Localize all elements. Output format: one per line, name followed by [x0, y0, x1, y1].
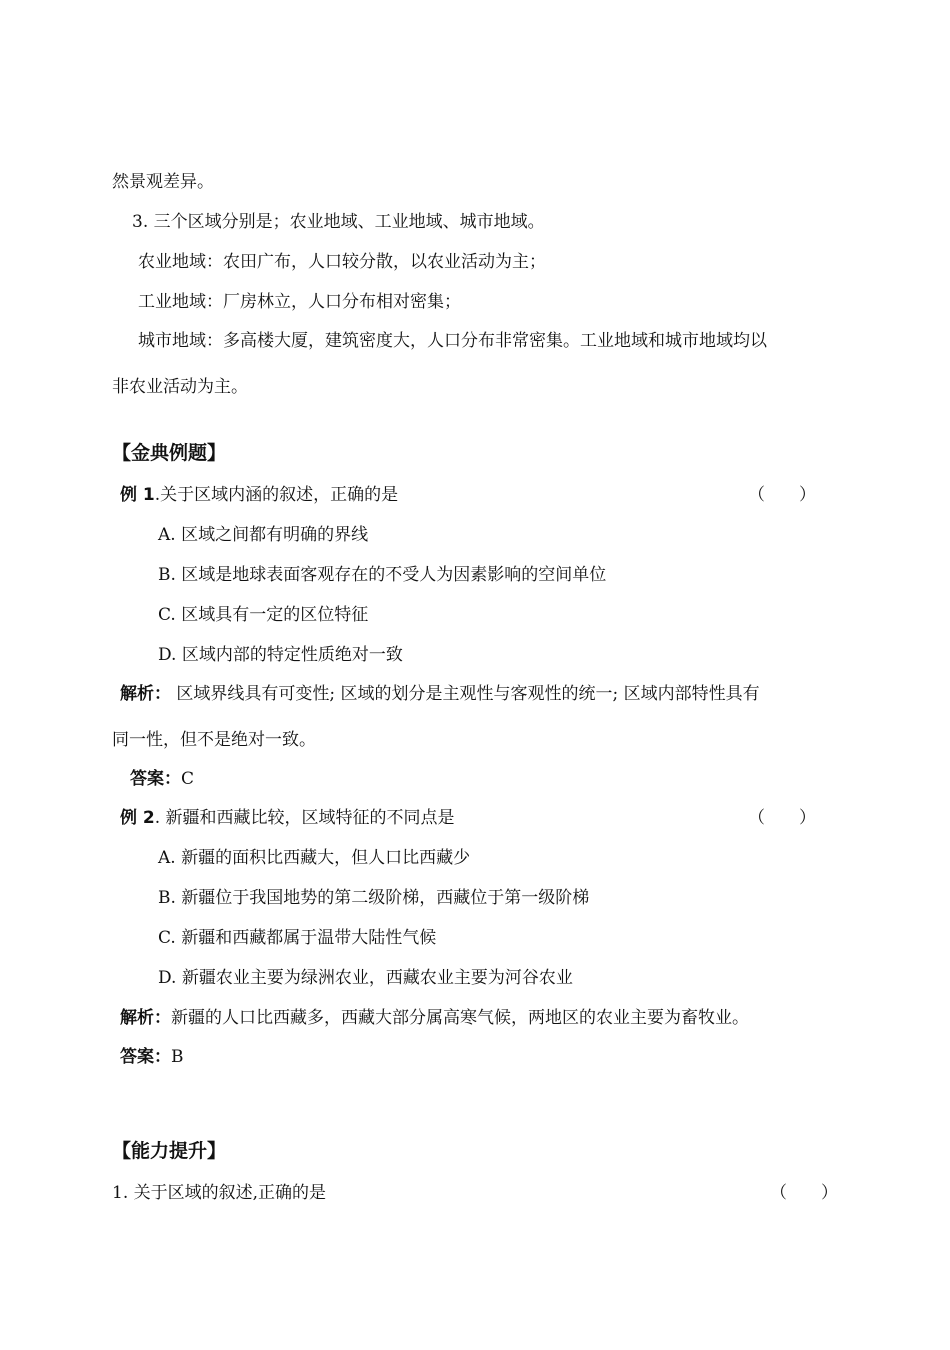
example-2-option-c: C. 新疆和西藏都属于温带大陆性气候 [158, 928, 437, 948]
example-1-analysis-line-2: 同一性，但不是绝对一致。 [112, 730, 316, 750]
example-1-answer-blank: （ ） [748, 485, 816, 505]
example-1-option-c: C. 区域具有一定的区位特征 [158, 605, 369, 625]
intro-line-5: 城市地域：多高楼大厦，建筑密度大，人口分布非常密集。工业地域和城市地域均以 [138, 331, 767, 351]
example-1-option-a: A. 区域之间都有明确的界线 [158, 525, 369, 545]
example-1-analysis-text: 区域界线具有可变性; 区域的划分是主观性与客观性的统一; 区域内部特性具有 [171, 684, 760, 704]
example-2-option-b: B. 新疆位于我国地势的第二级阶梯，西藏位于第一级阶梯 [158, 888, 590, 908]
example-1-answer-label: 答案： [130, 769, 181, 789]
example-1-analysis-label: 解析： [120, 684, 171, 704]
example-1-option-d: D. 区域内部的特定性质绝对一致 [158, 645, 403, 665]
section-title-ability: 【能力提升】 [112, 1140, 227, 1162]
example-2-answer-label: 答案： [120, 1047, 171, 1067]
example-2-text: . 新疆和西藏比较，区域特征的不同点是 [154, 808, 455, 828]
example-2-analysis [120, 1006, 749, 1030]
question-1-text: 1. 关于区域的叙述,正确的是 [112, 1183, 327, 1203]
example-2-analysis-text: 新疆的人口比西藏多，西藏大部分属高寒气候，两地区的农业主要为畜牧业。 [171, 1008, 749, 1028]
example-1-option-b: B. 区域是地球表面客观存在的不受人为因素影响的空间单位 [158, 565, 607, 585]
example-2-answer-value: B [171, 1047, 184, 1067]
example-2-analysis-label: 解析： [120, 1008, 171, 1028]
intro-line-2: 3. 三个区域分别是；农业地域、工业地域、城市地域。 [132, 212, 545, 232]
intro-line-3: 农业地域：农田广布，人口较分散，以农业活动为主； [138, 252, 546, 272]
intro-line-4: 工业地域：厂房林立，人口分布相对密集； [138, 292, 461, 312]
intro-line-6: 非农业活动为主。 [112, 377, 248, 397]
intro-line-1: 然景观差异。 [112, 172, 214, 192]
example-2-option-d: D. 新疆农业主要为绿洲农业，西藏农业主要为河谷农业 [158, 968, 573, 988]
example-1-label: 例 1 [120, 485, 155, 505]
example-1-answer-value: C [181, 769, 195, 789]
example-2-option-a: A. 新疆的面积比西藏大，但人口比西藏少 [158, 848, 471, 868]
example-1-text: .关于区域内涵的叙述，正确的是 [154, 485, 399, 505]
example-1-question [120, 483, 398, 507]
example-2-answer [120, 1045, 184, 1069]
example-1-answer [130, 767, 194, 791]
question-1-answer-blank: （ ） [770, 1183, 838, 1203]
section-title-examples: 【金典例题】 [112, 442, 227, 464]
example-1-analysis [120, 682, 760, 706]
example-2-answer-blank: （ ） [748, 808, 816, 828]
example-2-label: 例 2 [120, 808, 155, 828]
example-2-question [120, 806, 455, 830]
